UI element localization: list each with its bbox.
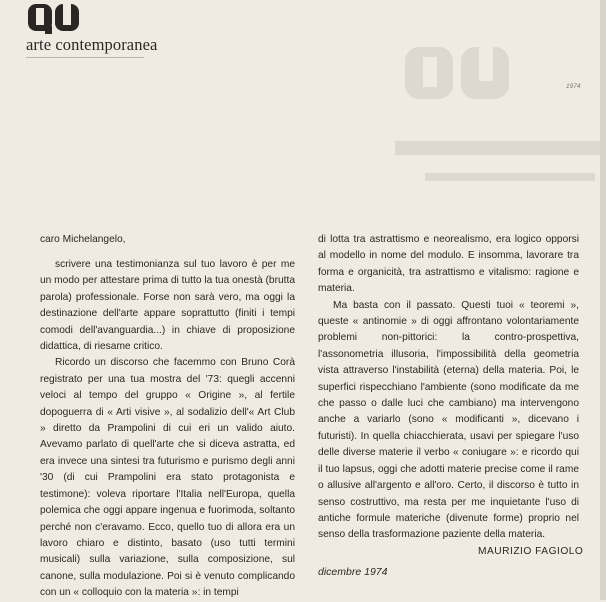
page-edge <box>600 0 606 600</box>
left-paragraph-2: Ricordo un discorso che facemmo con Bruno Corà registrato per una tua mostra del '73: quegli accenni veloci al tempo del gruppo « Origine », al fertile dopoguerra di « Arti visive », al sodalizio dell'« Art Club » diretto da Prampolini di cui eri un valido aiuto. Avevamo parlato di quell'arte che si diceva astratta, ed era invece una sintesi tra futurismo e purismo degli anni '30 (di cui Prampolini era stato protagonista e testimone): voleva riportare l'Italia nell'Europa, quella polemica che oggi appare ingenua e fuorimoda, soltanto perché non c'eravamo. Ecco, quello tuo di allora era un lavoro chiaro e distinto, basato (uso tutti termini musicali) sulla variazione, sulla composizione, sul canone, sulla modulazione. Poi si è venuto complicando con un « colloquio con la materia »: in tempi <box>40 357 295 599</box>
author-signature: MAURIZIO FAGIOLO <box>478 546 584 557</box>
letter-date: dicembre 1974 <box>318 566 388 578</box>
left-paragraph-1: scrivere una testimonianza sul tuo lavoro è per me un modo per attestare prima di tutto la tua onestà (brutta parola) professionale. Forse non sarà vero, ma oggi la destinazione dell'arte appare soprattutto (finiti i tempi comodi dell'avanguardia...) in chiave di proposizione didattica, di riesame critico. <box>40 259 295 353</box>
show-through-watermark <box>395 45 605 240</box>
salutation: caro Michelangelo, <box>40 234 126 245</box>
brand-name: arte contemporanea <box>26 35 158 54</box>
brand-divider <box>26 57 144 58</box>
qu-logo <box>28 4 80 34</box>
right-paragraph-2: Ma basta con il passato. Questi tuoi « teoremi », queste « antinomie » di oggi affrontano volontariamente problemi non-pittorici: la contro-prospettiva, l'assonometria illusoria, l'impossibilità della geometria vista attraverso l'instabilità (eterna) della materia. Poi, le superfici rispecchiano l'ambiente (sono modificate da me che passo o dalle luci che cambiano) ma intervengono anche a variarlo (sono « modificanti », dicevano i futuristi). In quella chiacchierata, usavi per spiegare l'uso delle diverse materie il verbo « coniugare »: e ricordo qui il tuo lapsus, oggi che adotti materie precise come il rame o allusive all'argento e all'oro. Certo, il discorso è tutto in senso costruttivo, ma resta per me inquietante l'uso di antiche formule materiche (divenute forme) proprio nel senso della trasformazione paziente della materia. <box>318 299 579 541</box>
right-column <box>318 232 579 544</box>
year-mark: 1974 <box>566 83 581 90</box>
left-column <box>40 232 295 602</box>
right-paragraph-1: di lotta tra astrattismo e neorealismo, era logico opporsi al modello in nome del modulo. E insomma, lavorare tra forma e organicità, tra astrattismo e vitalismo: ragione e materia. <box>318 234 579 295</box>
